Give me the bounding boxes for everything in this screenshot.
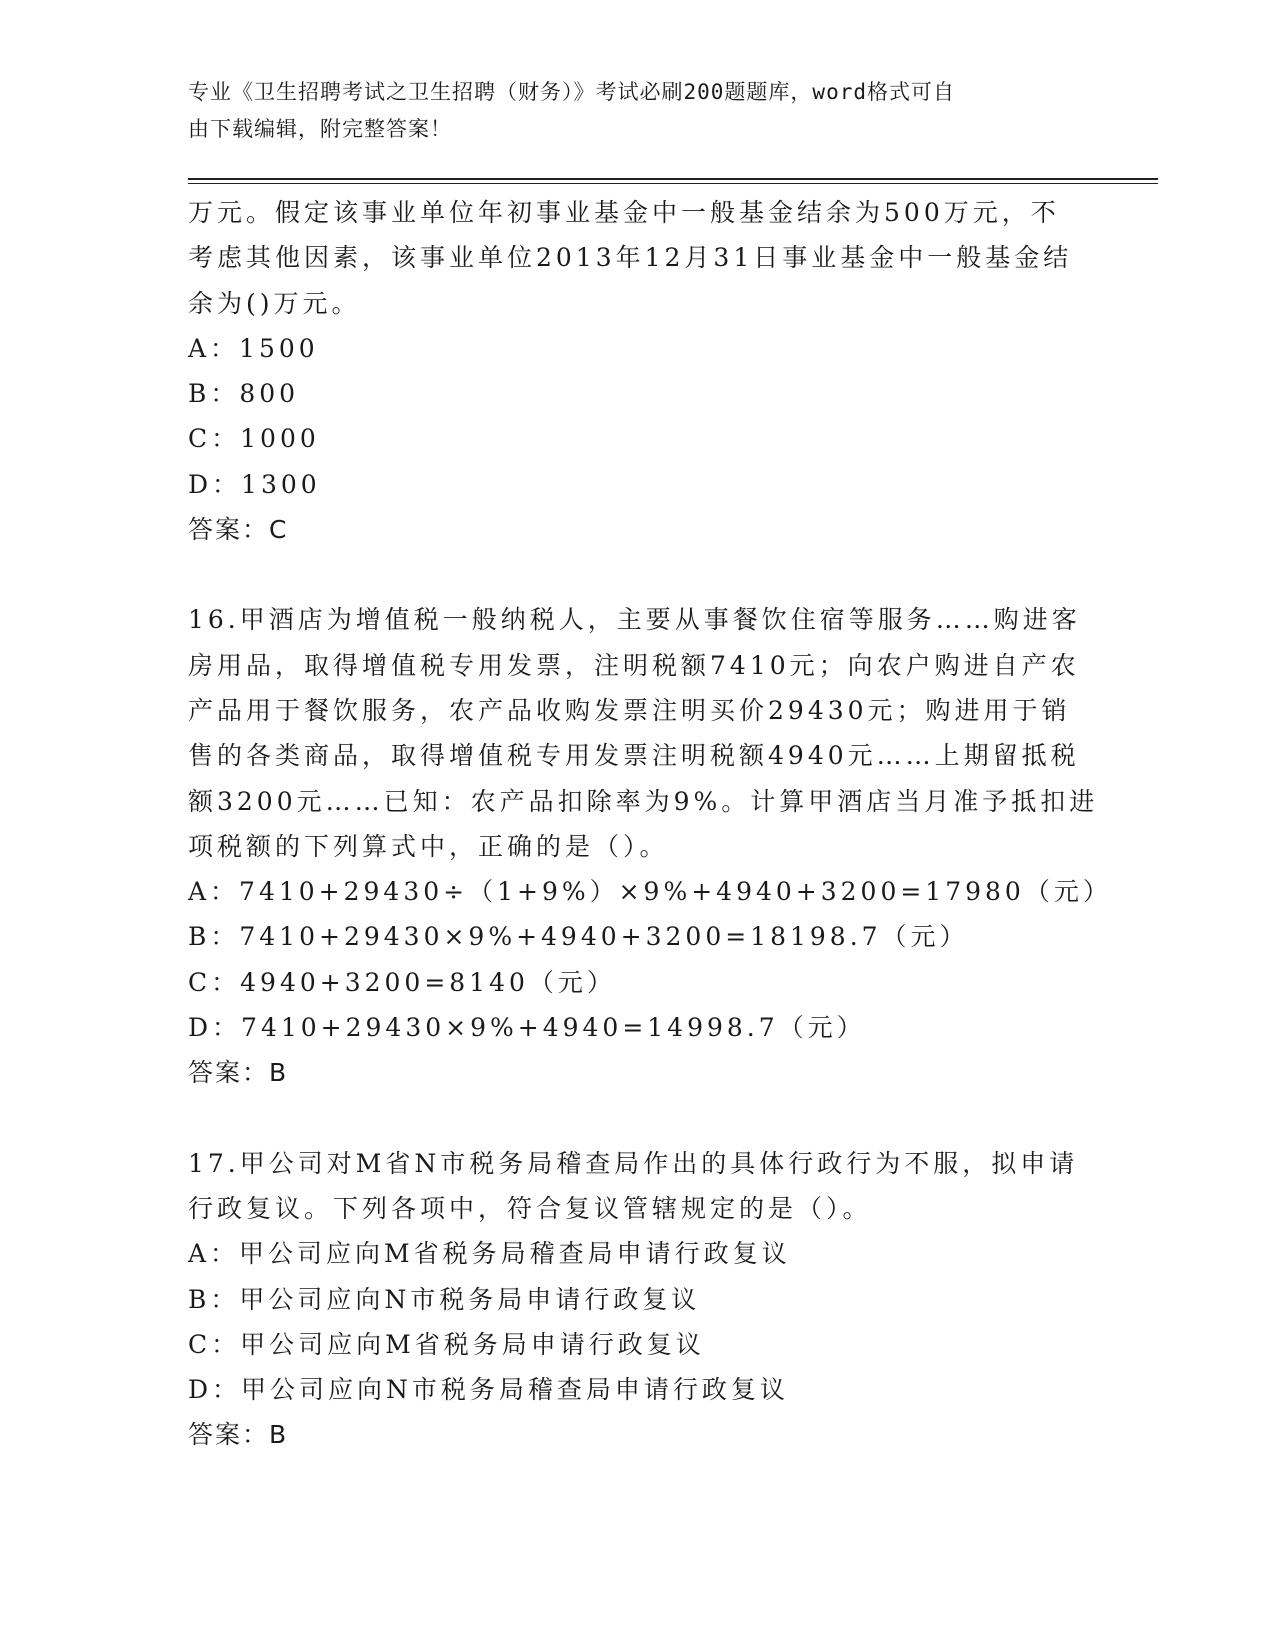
question-17	[188, 1141, 1088, 1458]
document-body	[188, 190, 1112, 1458]
question-16	[188, 597, 1112, 1095]
option-a: A：甲公司应向M省税务局稽查局申请行政复议	[188, 1239, 791, 1269]
option-b: B：甲公司应向N市税务局申请行政复议	[188, 1284, 701, 1314]
option-c: C：4940+3200=8140（元）	[188, 967, 616, 997]
header-line-2: 由下载编辑，附完整答案！	[188, 117, 452, 141]
header-divider-thick	[188, 178, 1158, 180]
answer-line: 答案：C	[188, 515, 289, 545]
question-stem-line: 余为()万元。	[188, 288, 361, 318]
question-stem-line: 房用品，取得增值税专用发票，注明税额7410元；向农户购进自产农	[188, 650, 1080, 680]
option-d: D：7410+29430×9%+4940=14998.7（元）	[188, 1013, 866, 1043]
question-15	[188, 190, 1088, 552]
option-a: A：1500	[188, 333, 319, 363]
question-stem-line: 额3200元……已知：农产品扣除率为9%。计算甲酒店当月准予抵扣进	[188, 786, 1099, 816]
answer-line: 答案：B	[188, 1058, 289, 1088]
option-d: D：1300	[188, 469, 321, 499]
option-c: C：1000	[188, 424, 320, 454]
option-b: B：800	[188, 379, 300, 409]
option-d: D：甲公司应向N市税务局稽查局申请行政复议	[188, 1375, 789, 1405]
header-line-1: 专业《卫生招聘考试之卫生招聘（财务）》考试必刷200题题库，word格式可自	[188, 80, 955, 104]
option-a: A：7410+29430÷（1+9%）×9%+4940+3200=17980（元）	[188, 877, 1112, 907]
question-stem-line: 售的各类商品，取得增值税专用发票注明税额4940元……上期留抵税	[188, 741, 1080, 771]
option-b: B：7410+29430×9%+4940+3200=18198.7（元）	[188, 922, 969, 952]
answer-line: 答案：B	[188, 1420, 289, 1450]
question-stem-line: 万元。假定该事业单位年初事业基金中一般基金结余为500万元，不	[188, 198, 1060, 227]
header-divider-thin	[188, 183, 1158, 184]
question-stem-line: 行政复议。下列各项中，符合复议管辖规定的是（）。	[188, 1193, 872, 1223]
question-stem-line: 产品用于餐饮服务，农产品收购发票注明买价29430元；购进用于销	[188, 695, 1071, 725]
option-c: C：甲公司应向M省税务局申请行政复议	[188, 1329, 705, 1359]
question-stem-line: 项税额的下列算式中，正确的是（）。	[188, 831, 669, 861]
document-header	[188, 74, 1068, 148]
question-stem-line: 考虑其他因素，该事业单位2013年12月31日事业基金中一般基金结	[188, 243, 1073, 273]
question-stem-line: 17.甲公司对M省N市税务局稽查局作出的具体行政行为不服，拟申请	[188, 1148, 1079, 1178]
question-stem-line: 16.甲酒店为增值税一般纳税人，主要从事餐饮住宿等服务……购进客	[188, 605, 1081, 635]
